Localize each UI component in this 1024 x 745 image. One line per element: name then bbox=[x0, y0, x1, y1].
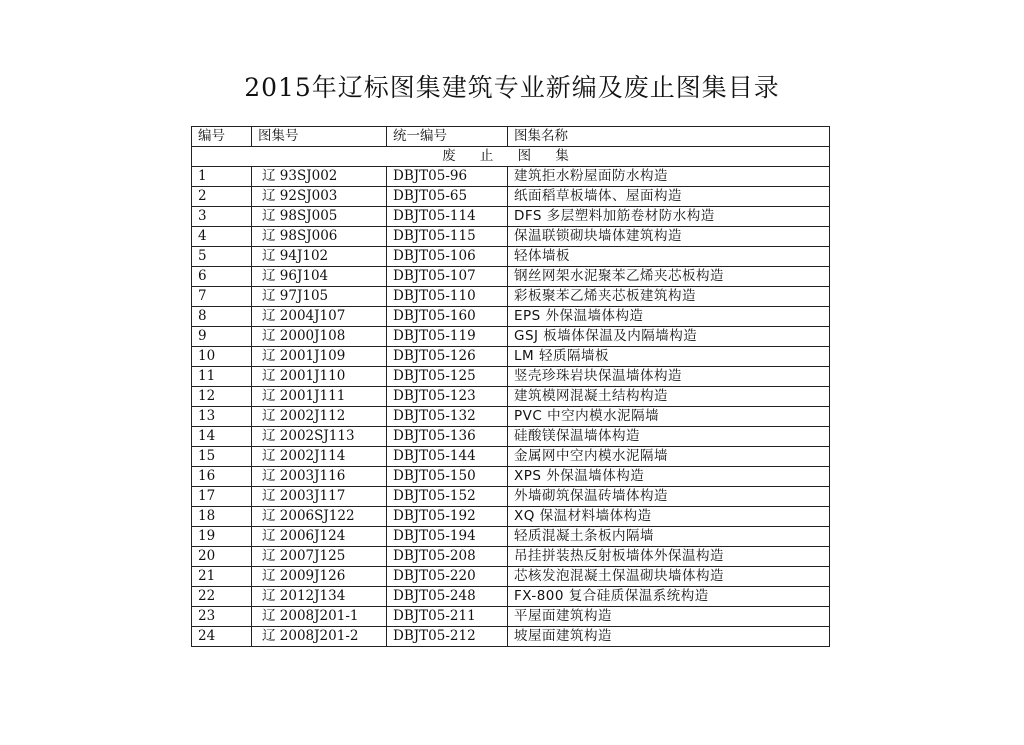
header-number: 编号 bbox=[192, 127, 252, 147]
cell-atlas-name: GSJ 板墙体保温及内隔墙构造 bbox=[508, 327, 830, 347]
cell-number: 11 bbox=[192, 367, 252, 387]
cell-atlas-name: 保温联锁砌块墙体建筑构造 bbox=[508, 227, 830, 247]
cell-atlas-number: 辽 93SJ002 bbox=[252, 167, 387, 187]
table-row bbox=[192, 267, 830, 287]
table-row bbox=[192, 527, 830, 547]
cell-atlas-number: 辽 94J102 bbox=[252, 247, 387, 267]
cell-atlas-number: 辽 2002J112 bbox=[252, 407, 387, 427]
table-row bbox=[192, 547, 830, 567]
table-row bbox=[192, 187, 830, 207]
cell-number: 4 bbox=[192, 227, 252, 247]
cell-atlas-number: 辽 2003J117 bbox=[252, 487, 387, 507]
table-row bbox=[192, 587, 830, 607]
cell-unified-code: DBJT05-119 bbox=[387, 327, 508, 347]
cell-number: 10 bbox=[192, 347, 252, 367]
cell-atlas-name: 芯核发泡混凝土保温砌块墙体构造 bbox=[508, 567, 830, 587]
cell-unified-code: DBJT05-123 bbox=[387, 387, 508, 407]
table-row bbox=[192, 487, 830, 507]
cell-number: 5 bbox=[192, 247, 252, 267]
table-row bbox=[192, 327, 830, 347]
table-row bbox=[192, 567, 830, 587]
cell-number: 14 bbox=[192, 427, 252, 447]
cell-atlas-name: 硅酸镁保温墙体构造 bbox=[508, 427, 830, 447]
cell-atlas-name: 竖壳珍珠岩块保温墙体构造 bbox=[508, 367, 830, 387]
table-row bbox=[192, 207, 830, 227]
cell-atlas-number: 辽 92SJ003 bbox=[252, 187, 387, 207]
cell-atlas-name: 轻体墙板 bbox=[508, 247, 830, 267]
cell-atlas-number: 辽 96J104 bbox=[252, 267, 387, 287]
cell-atlas-name: 建筑模网混凝土结构构造 bbox=[508, 387, 830, 407]
cell-number: 21 bbox=[192, 567, 252, 587]
table-row bbox=[192, 407, 830, 427]
table-row bbox=[192, 387, 830, 407]
cell-atlas-name: 坡屋面建筑构造 bbox=[508, 627, 830, 647]
cell-unified-code: DBJT05-96 bbox=[387, 167, 508, 187]
table-row bbox=[192, 507, 830, 527]
table-row bbox=[192, 307, 830, 327]
cell-number: 23 bbox=[192, 607, 252, 627]
cell-unified-code: DBJT05-65 bbox=[387, 187, 508, 207]
table-row bbox=[192, 427, 830, 447]
cell-atlas-name: 吊挂拼装热反射板墙体外保温构造 bbox=[508, 547, 830, 567]
cell-atlas-name: PVC 中空内模水泥隔墙 bbox=[508, 407, 830, 427]
cell-number: 8 bbox=[192, 307, 252, 327]
cell-atlas-number: 辽 2001J109 bbox=[252, 347, 387, 367]
table-row bbox=[192, 247, 830, 267]
table-header-row bbox=[192, 127, 830, 147]
cell-atlas-number: 辽 2006J124 bbox=[252, 527, 387, 547]
cell-number: 15 bbox=[192, 447, 252, 467]
header-atlas-name: 图集名称 bbox=[508, 127, 830, 147]
cell-atlas-name: 轻质混凝土条板内隔墙 bbox=[508, 527, 830, 547]
cell-atlas-name: XPS 外保温墙体构造 bbox=[508, 467, 830, 487]
cell-number: 17 bbox=[192, 487, 252, 507]
cell-atlas-name: 金属网中空内模水泥隔墙 bbox=[508, 447, 830, 467]
cell-atlas-name: 纸面稻草板墙体、屋面构造 bbox=[508, 187, 830, 207]
cell-atlas-name: EPS 外保温墙体构造 bbox=[508, 307, 830, 327]
cell-atlas-name: DFS 多层塑料加筋卷材防水构造 bbox=[508, 207, 830, 227]
document-title: 2015年辽标图集建筑专业新编及废止图集目录 bbox=[244, 73, 780, 102]
table-row bbox=[192, 627, 830, 647]
cell-atlas-number: 辽 2002J114 bbox=[252, 447, 387, 467]
cell-atlas-number: 辽 98SJ006 bbox=[252, 227, 387, 247]
cell-unified-code: DBJT05-152 bbox=[387, 487, 508, 507]
cell-number: 12 bbox=[192, 387, 252, 407]
cell-unified-code: DBJT05-160 bbox=[387, 307, 508, 327]
cell-number: 16 bbox=[192, 467, 252, 487]
cell-atlas-number: 辽 2002SJ113 bbox=[252, 427, 387, 447]
cell-atlas-name: 钢丝网架水泥聚苯乙烯夹芯板构造 bbox=[508, 267, 830, 287]
table-row bbox=[192, 167, 830, 187]
cell-unified-code: DBJT05-107 bbox=[387, 267, 508, 287]
cell-number: 2 bbox=[192, 187, 252, 207]
cell-atlas-name: LM 轻质隔墙板 bbox=[508, 347, 830, 367]
cell-unified-code: DBJT05-144 bbox=[387, 447, 508, 467]
table-row bbox=[192, 447, 830, 467]
section-label: 废 止 图 集 bbox=[192, 147, 830, 167]
cell-unified-code: DBJT05-150 bbox=[387, 467, 508, 487]
cell-number: 24 bbox=[192, 627, 252, 647]
table-row bbox=[192, 227, 830, 247]
cell-number: 1 bbox=[192, 167, 252, 187]
abolished-atlas-table bbox=[191, 126, 830, 647]
table-row bbox=[192, 607, 830, 627]
cell-unified-code: DBJT05-125 bbox=[387, 367, 508, 387]
cell-number: 20 bbox=[192, 547, 252, 567]
cell-number: 19 bbox=[192, 527, 252, 547]
cell-unified-code: DBJT05-248 bbox=[387, 587, 508, 607]
cell-unified-code: DBJT05-208 bbox=[387, 547, 508, 567]
cell-atlas-number: 辽 2008J201-2 bbox=[252, 627, 387, 647]
cell-number: 22 bbox=[192, 587, 252, 607]
header-unified-code: 统一编号 bbox=[387, 127, 508, 147]
cell-atlas-name: 平屋面建筑构造 bbox=[508, 607, 830, 627]
cell-unified-code: DBJT05-194 bbox=[387, 527, 508, 547]
cell-unified-code: DBJT05-115 bbox=[387, 227, 508, 247]
cell-unified-code: DBJT05-126 bbox=[387, 347, 508, 367]
cell-number: 7 bbox=[192, 287, 252, 307]
cell-atlas-number: 辽 2000J108 bbox=[252, 327, 387, 347]
cell-atlas-number: 辽 2001J110 bbox=[252, 367, 387, 387]
cell-unified-code: DBJT05-192 bbox=[387, 507, 508, 527]
cell-atlas-name: 建筑拒水粉屋面防水构造 bbox=[508, 167, 830, 187]
cell-number: 3 bbox=[192, 207, 252, 227]
cell-number: 13 bbox=[192, 407, 252, 427]
cell-atlas-number: 辽 2009J126 bbox=[252, 567, 387, 587]
cell-atlas-number: 辽 2007J125 bbox=[252, 547, 387, 567]
cell-atlas-number: 辽 97J105 bbox=[252, 287, 387, 307]
cell-unified-code: DBJT05-212 bbox=[387, 627, 508, 647]
cell-atlas-name: 彩板聚苯乙烯夹芯板建筑构造 bbox=[508, 287, 830, 307]
cell-unified-code: DBJT05-211 bbox=[387, 607, 508, 627]
cell-atlas-number: 辽 2001J111 bbox=[252, 387, 387, 407]
cell-atlas-name: 外墙砌筑保温砖墙体构造 bbox=[508, 487, 830, 507]
cell-atlas-name: XQ 保温材料墙体构造 bbox=[508, 507, 830, 527]
table-row bbox=[192, 367, 830, 387]
cell-atlas-name: FX-800 复合硅质保温系统构造 bbox=[508, 587, 830, 607]
cell-atlas-number: 辽 2004J107 bbox=[252, 307, 387, 327]
cell-atlas-number: 辽 2006SJ122 bbox=[252, 507, 387, 527]
header-atlas-number: 图集号 bbox=[252, 127, 387, 147]
cell-atlas-number: 辽 98SJ005 bbox=[252, 207, 387, 227]
cell-atlas-number: 辽 2003J116 bbox=[252, 467, 387, 487]
cell-unified-code: DBJT05-132 bbox=[387, 407, 508, 427]
cell-unified-code: DBJT05-220 bbox=[387, 567, 508, 587]
cell-atlas-number: 辽 2008J201-1 bbox=[252, 607, 387, 627]
table-row bbox=[192, 467, 830, 487]
cell-atlas-number: 辽 2012J134 bbox=[252, 587, 387, 607]
cell-number: 6 bbox=[192, 267, 252, 287]
cell-number: 18 bbox=[192, 507, 252, 527]
table-row bbox=[192, 347, 830, 367]
cell-unified-code: DBJT05-106 bbox=[387, 247, 508, 267]
cell-unified-code: DBJT05-114 bbox=[387, 207, 508, 227]
cell-unified-code: DBJT05-110 bbox=[387, 287, 508, 307]
section-row bbox=[192, 147, 830, 167]
cell-number: 9 bbox=[192, 327, 252, 347]
cell-unified-code: DBJT05-136 bbox=[387, 427, 508, 447]
table-row bbox=[192, 287, 830, 307]
